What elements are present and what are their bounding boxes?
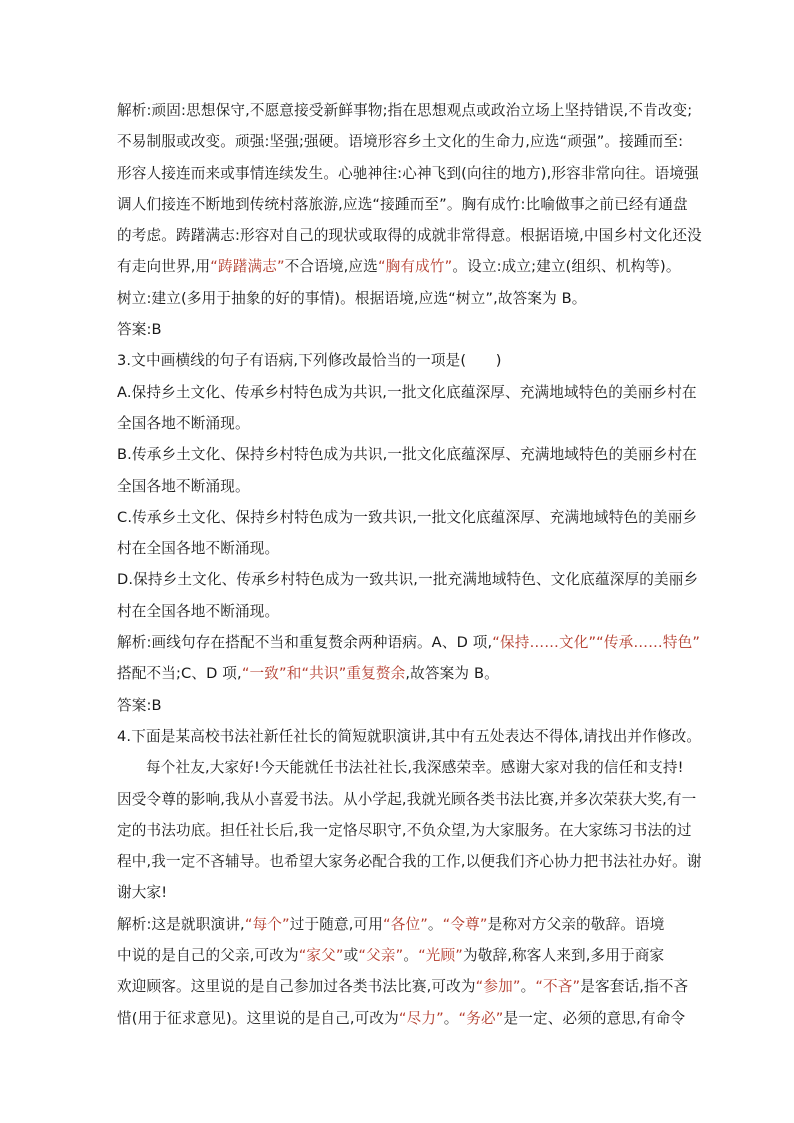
text-segment: 答案:B [117, 696, 162, 714]
text-line [117, 471, 689, 502]
text-segment: B.传承乡土文化、保持乡村特色成为共识,一批文化底蕴深厚、充满地域特色的美丽乡村在 [117, 446, 698, 464]
highlighted-text: “令尊” [442, 915, 488, 933]
text-line [117, 846, 702, 877]
text-segment: 全国各地不断涌现。 [117, 414, 250, 432]
highlighted-text: “每个” [244, 915, 290, 933]
text-line [117, 690, 689, 721]
text-segment: 解析:这是就职演讲, [117, 915, 245, 933]
text-segment: ,故答案为 B。 [405, 665, 499, 683]
text-segment: 是客套话,指不吝 [580, 978, 689, 996]
highlighted-text: “家父” [298, 947, 344, 965]
text-segment: 不易制服或改变。顽强:坚强;强硬。语境形容乡土文化的生命力,应选“顽强”。接踵而至: [117, 133, 684, 151]
text-segment: 因受令尊的影响,我从小喜爱书法。从小学起,我就光顾各类书法比赛,并多次荣获大奖,有一 [117, 790, 697, 808]
text-line [117, 158, 699, 189]
text-segment: 或 [343, 947, 359, 965]
text-line [117, 533, 689, 564]
text-segment: 树立:建立(多用于抽象的好的事情)。根据语境,应选“树立”,故答案为 B。 [117, 289, 587, 307]
text-segment: 。 [443, 1009, 459, 1027]
text-line [117, 220, 702, 251]
text-line [117, 1003, 689, 1034]
text-line [117, 345, 689, 376]
highlighted-text: “一致”和“共识”重复赘余 [241, 665, 406, 683]
highlighted-text: “保持……文化”“传承……特色” [492, 634, 701, 652]
text-segment: 3.文中画横线的句子有语病,下列修改最恰当的一项是( ) [117, 352, 502, 370]
highlighted-text: “胸有成竹” [377, 258, 453, 276]
text-segment: 程中,我一定不吝辅导。也希望大家务必配合我的工作,以便我们齐心协力把书法社办好。谢 [117, 853, 702, 871]
text-line [117, 721, 702, 752]
text-segment: 欢迎顾客。这里说的是自己参加过各类书法比赛,可改为 [117, 978, 476, 996]
highlighted-text: “父亲” [358, 947, 404, 965]
text-line [117, 408, 689, 439]
text-segment: 有走向世界,用 [117, 258, 211, 276]
text-segment: 。 [520, 978, 536, 996]
text-line [117, 784, 697, 815]
document-page [117, 95, 702, 1034]
text-segment: A.保持乡土文化、传承乡村特色成为共识,一批文化底蕴深厚、充满地域特色的美丽乡村在 [117, 383, 697, 401]
text-line [117, 564, 699, 595]
text-segment: 答案:B [117, 321, 162, 339]
highlighted-text: “踌躇满志” [210, 258, 285, 276]
highlighted-text: “参加” [475, 978, 521, 996]
highlighted-text: “不吝” [535, 978, 581, 996]
text-segment: 形容人接连而来或事情连续发生。心驰神往:心神飞到(向往的地方),形容非常向往。语境强 [117, 164, 699, 182]
text-line [117, 251, 689, 282]
text-segment: 解析:画线句存在搭配不当和重复赘余两种语病。A、D 项, [117, 634, 493, 652]
text-line [117, 283, 689, 314]
text-line [117, 815, 692, 846]
text-line [117, 940, 689, 971]
text-line [117, 377, 697, 408]
text-segment: 过于随意,可用 [289, 915, 383, 933]
highlighted-text: “务必” [458, 1009, 504, 1027]
text-segment: 解析:顽固:思想保守,不愿意接受新鲜事物;指在思想观点或政治立场上坚持错误,不肯改变; [117, 102, 693, 119]
text-segment: 。 [403, 947, 419, 965]
text-line [117, 596, 689, 627]
text-line [117, 314, 689, 345]
text-line [117, 189, 689, 220]
text-segment: 定的书法功底。担任社长后,我一定恪尽职守,不负众望,为大家服务。在大家练习书法的过 [117, 821, 692, 839]
text-segment: 每个社友,大家好!今天能就任书法社社长,我深感荣幸。感谢大家对我的信任和支持! [146, 759, 684, 777]
text-line [117, 752, 689, 783]
highlighted-text: “光顾” [418, 947, 463, 965]
highlighted-text: “各位” [383, 915, 428, 933]
text-line [117, 95, 693, 126]
text-segment: 全国各地不断涌现。 [117, 477, 250, 495]
text-segment: 谢大家! [117, 884, 168, 902]
text-segment: C.传承乡土文化、保持乡村特色成为一致共识,一批文化底蕴深厚、充满地域特色的美丽乡 [117, 508, 698, 526]
text-segment: 4.下面是某高校书法社新任社长的简短就职演讲,其中有五处表达不得体,请找出并作修改。 [117, 727, 702, 745]
highlighted-text: “尽力” [398, 1009, 444, 1027]
text-segment: 的考虑。踌躇满志:形容对自己的现状或取得的成就非常得意。根据语境,中国乡村文化还没 [117, 227, 702, 245]
text-segment: 搭配不当;C、D 项, [117, 665, 242, 683]
text-segment: 是一定、必须的意思,有命令 [503, 1009, 686, 1027]
text-segment: 不合语境,应选 [284, 258, 378, 276]
text-line [117, 909, 689, 940]
text-line [117, 126, 689, 157]
text-segment: 调人们接连不断地到传统村落旅游,应选“接踵而至”。胸有成竹:比喻做事之前已经有通盘 [117, 195, 688, 213]
text-segment: 村在全国各地不断涌现。 [117, 602, 280, 620]
text-segment: D.保持乡土文化、传承乡村特色成为一致共识,一批充满地域特色、文化底蕴深厚的美丽乡 [117, 571, 699, 589]
text-segment: 村在全国各地不断涌现。 [117, 540, 280, 558]
text-line [117, 627, 701, 658]
text-segment: 中说的是自己的父亲,可改为 [117, 947, 299, 965]
text-line [117, 877, 689, 908]
text-line [117, 502, 698, 533]
text-segment: 是称对方父亲的敬辞。语境 [487, 915, 665, 933]
text-line [117, 658, 689, 689]
text-line [117, 439, 698, 470]
text-line [117, 971, 689, 1002]
text-segment: 。设立:成立;建立(组织、机构等)。 [452, 258, 681, 276]
text-segment: 惜(用于征求意见)。这里说的是自己,可改为 [117, 1009, 399, 1027]
text-segment: 。 [427, 915, 443, 933]
text-segment: 为敬辞,称客人来到,多用于商家 [462, 947, 665, 965]
